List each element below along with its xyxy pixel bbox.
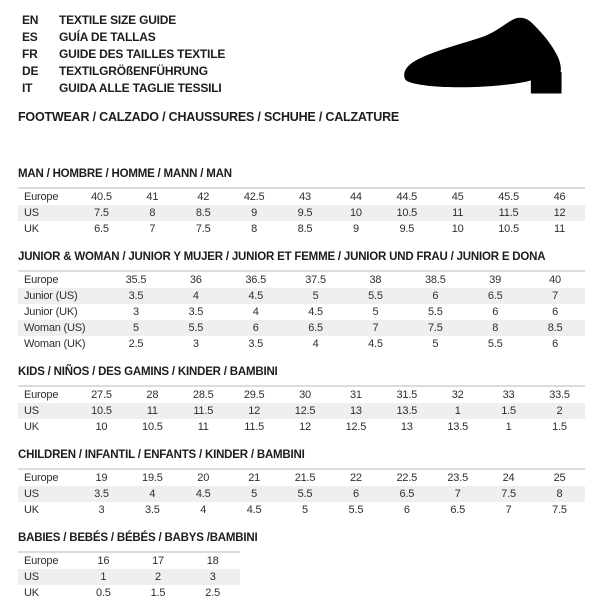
size-cell: 5.5 <box>348 504 364 516</box>
size-cell: 4 <box>252 306 259 318</box>
size-cell: 18 <box>206 555 219 567</box>
size-cell: 7 <box>552 290 559 302</box>
size-cell: 8 <box>251 223 258 235</box>
size-cell: 20 <box>197 472 210 484</box>
language-label: GUIDA ALLE TAGLIE TESSILI <box>59 81 222 95</box>
size-cell: 6 <box>352 488 359 500</box>
size-cell: 8 <box>149 207 156 219</box>
size-table-row <box>18 403 585 419</box>
size-cell: 7.5 <box>195 223 211 235</box>
size-cell: 12.5 <box>294 405 316 417</box>
section-title: CHILDREN / INFANTIL / ENFANTS / KINDER / BAMBINI <box>18 449 305 461</box>
size-cell: 5.5 <box>297 488 313 500</box>
size-cell: 35.5 <box>125 274 147 286</box>
size-cell: 5 <box>132 322 139 334</box>
size-section <box>18 251 585 352</box>
size-cell: 25 <box>553 472 566 484</box>
size-cell: 4.5 <box>195 488 211 500</box>
size-cell: 13 <box>400 421 413 433</box>
size-cell: 17 <box>152 555 164 567</box>
category-line: FOOTWEAR / CALZADO / CHAUSSURES / SCHUHE / CALZATURE <box>18 110 400 124</box>
size-cell: 8 <box>556 488 563 500</box>
size-section <box>18 168 585 237</box>
size-cell: 7.5 <box>501 488 516 500</box>
size-table-row <box>18 304 585 320</box>
row-label: Woman (US) <box>24 322 86 334</box>
size-cell: 6 <box>403 504 410 516</box>
size-cell: 1.5 <box>552 421 567 433</box>
section-title: BABIES / BEBÉS / BÉBÉS / BABYS /BAMBINI <box>18 532 258 544</box>
size-cell: 11 <box>146 405 158 417</box>
row-label: UK <box>24 587 39 599</box>
size-cell: 10.5 <box>498 223 519 235</box>
size-cell: 1 <box>505 421 512 433</box>
size-table-row <box>18 205 585 221</box>
size-cell: 31.5 <box>396 389 418 401</box>
size-cell: 40 <box>549 274 561 286</box>
size-cell: 30 <box>299 389 311 401</box>
size-cell: 6 <box>552 338 559 350</box>
row-label: UK <box>24 421 39 433</box>
size-cell: 24 <box>502 472 515 484</box>
size-cell: 4 <box>149 488 156 500</box>
size-table <box>18 468 585 518</box>
size-cell: 6 <box>432 290 439 302</box>
size-section <box>18 366 585 435</box>
size-cell: 45.5 <box>498 191 519 203</box>
section-title: JUNIOR & WOMAN / JUNIOR Y MUJER / JUNIOR ET FEMME / JUNIOR UND FRAU / JUNIOR E DONA <box>18 251 546 263</box>
size-cell: 4.5 <box>246 504 262 516</box>
row-label: Europe <box>24 191 59 203</box>
size-cell: 19.5 <box>142 472 163 484</box>
size-cell: 11 <box>452 207 464 219</box>
size-cell: 6 <box>492 306 499 318</box>
size-cell: 3 <box>98 504 105 516</box>
size-cell: 31 <box>349 389 362 401</box>
size-table-row <box>18 486 585 502</box>
size-cell: 8 <box>492 322 499 334</box>
size-cell: 36.5 <box>245 274 266 286</box>
size-cell: 3 <box>132 306 139 318</box>
size-cell: 4.5 <box>308 306 323 318</box>
row-label: Junior (US) <box>24 290 78 302</box>
size-table-header-row <box>18 386 585 403</box>
size-cell: 4 <box>312 338 319 350</box>
size-cell: 2 <box>556 405 563 417</box>
size-cell: 2.5 <box>128 338 144 350</box>
size-cell: 4.5 <box>248 290 264 302</box>
size-table-header-row <box>18 188 585 205</box>
size-cell: 3 <box>192 338 199 350</box>
size-cell: 22.5 <box>396 472 418 484</box>
size-cell: 6.5 <box>487 290 503 302</box>
size-cell: 3.5 <box>94 488 109 500</box>
size-cell: 33 <box>502 389 515 401</box>
size-table <box>18 385 585 435</box>
size-cell: 38 <box>369 274 382 286</box>
size-table-row <box>18 221 585 237</box>
row-label: Europe <box>24 555 59 567</box>
size-cell: 11 <box>553 223 566 235</box>
size-cell: 6.5 <box>450 504 466 516</box>
size-cell: 11 <box>197 421 209 433</box>
size-cell: 38.5 <box>425 274 446 286</box>
size-cell: 10.5 <box>396 207 418 219</box>
size-cell: 4 <box>200 504 207 516</box>
size-cell: 6.5 <box>94 223 109 235</box>
size-cell: 36 <box>189 274 202 286</box>
size-cell: 1 <box>100 571 107 583</box>
size-table-header-row <box>18 469 585 486</box>
size-cell: 9 <box>352 223 359 235</box>
size-cell: 0.5 <box>95 587 111 599</box>
language-code: IT <box>22 81 33 95</box>
size-cell: 40.5 <box>91 191 112 203</box>
size-cell: 5.5 <box>427 306 443 318</box>
size-cell: 7.5 <box>552 504 567 516</box>
size-cell: 5.5 <box>368 290 383 302</box>
size-cell: 6.5 <box>399 488 415 500</box>
size-cell: 39 <box>489 274 502 286</box>
size-cell: 3.5 <box>128 290 144 302</box>
size-cell: 5 <box>302 504 308 516</box>
language-code: ES <box>22 30 38 44</box>
dress-shoe-icon <box>396 12 582 108</box>
row-label: Europe <box>24 472 59 484</box>
size-cell: 23.5 <box>447 472 468 484</box>
size-cell: 1 <box>454 405 461 417</box>
size-cell: 5.5 <box>188 322 204 334</box>
row-label: UK <box>24 223 39 235</box>
size-table-row <box>18 419 585 435</box>
size-cell: 27.5 <box>91 389 112 401</box>
size-cell: 10 <box>451 223 464 235</box>
size-table-row <box>18 569 240 585</box>
size-cell: 12 <box>248 405 261 417</box>
size-table-row <box>18 336 585 352</box>
size-cell: 7.5 <box>94 207 109 219</box>
size-cell: 12 <box>553 207 566 219</box>
size-cell: 13.5 <box>396 405 418 417</box>
size-cell: 9.5 <box>297 207 313 219</box>
size-sections <box>18 168 585 601</box>
language-code: FR <box>22 47 38 61</box>
size-table-row <box>18 288 585 304</box>
size-cell: 28.5 <box>192 389 214 401</box>
size-cell: 21.5 <box>294 472 316 484</box>
section-title: KIDS / NIÑOS / DES GAMINS / KINDER / BAMBINI <box>18 366 278 378</box>
size-cell: 4 <box>192 290 199 302</box>
size-cell: 5 <box>251 488 258 500</box>
size-table <box>18 551 240 601</box>
size-cell: 22 <box>349 472 362 484</box>
row-label: US <box>24 488 39 500</box>
row-label: Junior (UK) <box>24 306 78 318</box>
size-cell: 6.5 <box>308 322 323 334</box>
row-label: US <box>24 571 39 583</box>
size-cell: 46 <box>553 191 566 203</box>
size-cell: 5 <box>432 338 439 350</box>
size-cell: 11.5 <box>193 405 214 417</box>
size-cell: 9 <box>251 207 258 219</box>
size-table-header-row <box>18 271 585 288</box>
size-cell: 8.5 <box>547 322 563 334</box>
section-title: MAN / HOMBRE / HOMME / MANN / MAN <box>18 168 232 180</box>
size-cell: 10 <box>349 207 362 219</box>
size-cell: 1.5 <box>150 587 166 599</box>
size-cell: 7 <box>454 488 461 500</box>
size-cell: 11.5 <box>244 421 265 433</box>
size-table-row <box>18 502 585 518</box>
row-label: US <box>24 207 39 219</box>
size-cell: 12 <box>299 421 311 433</box>
size-cell: 13 <box>349 405 362 417</box>
size-cell: 10.5 <box>91 405 112 417</box>
size-cell: 13.5 <box>447 421 468 433</box>
size-cell: 9.5 <box>399 223 415 235</box>
size-cell: 19 <box>95 472 108 484</box>
size-table-row <box>18 320 585 336</box>
size-cell: 2 <box>155 571 161 583</box>
size-cell: 1.5 <box>501 405 516 417</box>
size-cell: 43 <box>299 191 311 203</box>
size-cell: 7 <box>505 504 512 516</box>
size-cell: 42 <box>197 191 210 203</box>
size-cell: 42.5 <box>243 191 265 203</box>
language-label: TEXTILE SIZE GUIDE <box>59 13 177 27</box>
size-cell: 5.5 <box>487 338 503 350</box>
row-label: US <box>24 405 39 417</box>
size-cell: 41 <box>146 191 159 203</box>
size-cell: 21 <box>248 472 261 484</box>
size-cell: 7 <box>149 223 156 235</box>
row-label: UK <box>24 504 39 516</box>
size-cell: 8.5 <box>297 223 313 235</box>
size-cell: 29.5 <box>243 389 265 401</box>
row-label: Europe <box>24 274 59 286</box>
size-section <box>18 532 585 601</box>
size-cell: 44 <box>349 191 362 203</box>
size-cell: 3.5 <box>248 338 264 350</box>
size-cell: 6 <box>552 306 559 318</box>
size-cell: 6 <box>252 322 259 334</box>
size-cell: 3 <box>209 571 216 583</box>
size-cell: 44.5 <box>396 191 418 203</box>
language-label: TEXTILGRÖßENFÜHRUNG <box>59 64 208 78</box>
size-cell: 5 <box>372 306 379 318</box>
size-table <box>18 187 585 237</box>
language-label: GUIDE DES TAILLES TEXTILE <box>59 47 226 61</box>
size-cell: 5 <box>312 290 319 302</box>
size-table <box>18 270 585 352</box>
size-section <box>18 449 585 518</box>
size-cell: 37.5 <box>305 274 326 286</box>
size-cell: 10.5 <box>142 421 163 433</box>
size-cell: 11.5 <box>498 207 519 219</box>
size-cell: 3.5 <box>144 504 160 516</box>
language-label: GUÍA DE TALLAS <box>59 30 156 44</box>
size-cell: 33.5 <box>549 389 570 401</box>
language-code: EN <box>22 13 39 27</box>
size-cell: 12.5 <box>345 421 367 433</box>
size-cell: 7 <box>372 322 379 334</box>
language-code: DE <box>22 64 39 78</box>
size-cell: 28 <box>146 389 159 401</box>
row-label: Woman (UK) <box>24 338 86 350</box>
size-cell: 3.5 <box>188 306 204 318</box>
size-cell: 7.5 <box>427 322 443 334</box>
size-cell: 32 <box>451 389 464 401</box>
size-cell: 10 <box>95 421 108 433</box>
row-label: Europe <box>24 389 59 401</box>
size-cell: 16 <box>97 555 110 567</box>
size-table-row <box>18 585 240 601</box>
size-table-header-row <box>18 552 240 569</box>
size-cell: 8.5 <box>195 207 211 219</box>
size-cell: 4.5 <box>368 338 383 350</box>
size-cell: 2.5 <box>205 587 220 599</box>
size-cell: 45 <box>451 191 464 203</box>
